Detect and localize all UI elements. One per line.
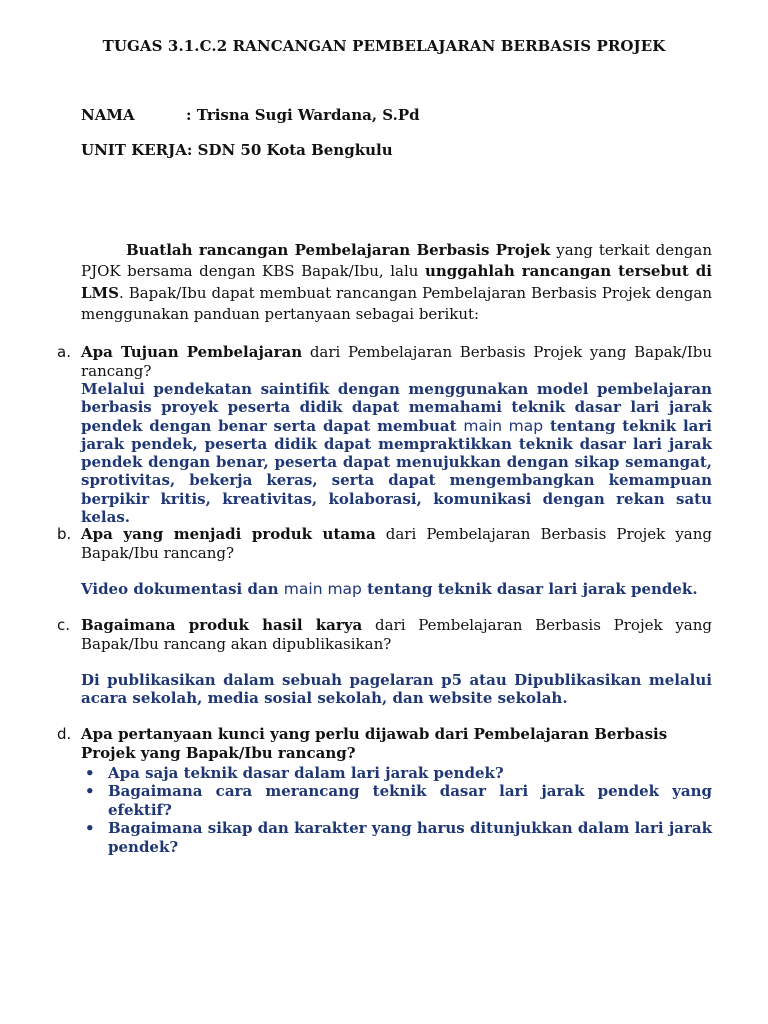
question-c-letter: c. bbox=[57, 616, 71, 634]
list-item-text: Bagaimana sikap dan karakter yang harus ditunjukkan dalam lari jarak pendek? bbox=[108, 819, 712, 856]
question-d-letter: d. bbox=[57, 725, 72, 743]
question-b-bold: Apa yang menjadi produk utama bbox=[81, 525, 376, 543]
question-a-rest: dari Pembelajaran Berbasis Projek yang Bapak/Ibu rancang? bbox=[81, 343, 713, 380]
name-value: : Trisna Sugi Wardana, S.Pd bbox=[186, 106, 420, 124]
answer-a-post: tentang teknik lari jarak pendek, peserta didik dapat mempraktikkan teknik dasar lari jarak pendek dengan benar, peserta dapat menujukkan dengan sikap semangat, sprotivitas, bekerja keras, serta dapat mengembangkan kemampuan berpikir kritis, kreativitas, kolaborasi, komunikasi dengan rekan satu kelas. bbox=[81, 416, 712, 527]
question-a-bold: Apa Tujuan Pembelajaran bbox=[81, 343, 303, 361]
intro-text-1: yang terkait dengan PJOK bersama dengan KBS Bapak/Ibu, lalu bbox=[81, 241, 713, 281]
intro-bold-2: unggahlah rancangan tersebut di LMS bbox=[81, 262, 712, 302]
document-title: TUGAS 3.1.C.2 RANCANGAN PEMBELAJARAN BERBASIS PROJEK bbox=[102, 37, 666, 55]
answer-a-mainmap: main map bbox=[463, 416, 544, 435]
question-b-rest: dari Pembelajaran Berbasis Projek yang Bapak/Ibu rancang? bbox=[81, 525, 713, 562]
question-b bbox=[57, 525, 713, 598]
unit-label: UNIT KERJA bbox=[81, 141, 187, 159]
key-questions-list bbox=[81, 764, 712, 856]
answer-a-pre: Melalui pendekatan saintifik dengan menggunakan model pembelajaran berbasis proyek peserta didik dapat memahami teknik dasar lari jarak pendek dengan benar serta dapat membuat bbox=[81, 380, 712, 435]
question-c-bold: Bagaimana produk hasil karya bbox=[81, 616, 363, 634]
answer-a bbox=[81, 380, 712, 526]
question-c bbox=[57, 616, 712, 708]
list-item bbox=[81, 819, 712, 856]
question-d bbox=[57, 725, 712, 856]
list-item-text: Apa saja teknik dasar dalam lari jarak pendek? bbox=[108, 764, 504, 782]
answer-c: Di publikasikan dalam sebuah pagelaran p5 atau Dipublikasikan melalui acara sekolah, media sosial sekolah, dan website sekolah. bbox=[81, 671, 712, 708]
answer-b-post: tentang teknik dasar lari jarak pendek. bbox=[361, 580, 698, 598]
intro-paragraph bbox=[81, 240, 712, 325]
question-b-text bbox=[81, 525, 712, 562]
name-label: NAMA bbox=[81, 106, 135, 124]
list-item-text: Bagaimana cara merancang teknik dasar lari jarak pendek yang efektif? bbox=[108, 782, 712, 819]
question-c-rest: dari Pembelajaran Berbasis Projek yang Bapak/Ibu rancang akan dipublikasikan? bbox=[81, 616, 712, 653]
bullet-icon: • bbox=[85, 764, 95, 782]
bullet-icon: • bbox=[85, 819, 95, 838]
question-d-bold: Apa pertanyaan kunci yang perlu dijawab dari Pembelajaran Berbasis Projek yang Bapak/Ibu rancang? bbox=[81, 725, 668, 762]
name-row bbox=[81, 106, 420, 124]
question-c-text bbox=[81, 616, 712, 653]
answer-b bbox=[81, 580, 712, 598]
question-a-text bbox=[81, 343, 712, 380]
list-item bbox=[81, 782, 712, 819]
unit-row bbox=[81, 141, 393, 159]
intro-text-2: . Bapak/Ibu dapat membuat rancangan Pembelajaran Berbasis Projek dengan menggunakan panduan pertanyaan sebagai berikut: bbox=[81, 283, 712, 323]
bullet-icon: • bbox=[85, 782, 95, 801]
question-a bbox=[57, 343, 713, 527]
answer-b-mainmap: main map bbox=[283, 580, 362, 598]
answer-b-pre: Video dokumentasi dan bbox=[81, 580, 284, 598]
question-a-letter: a. bbox=[57, 343, 71, 361]
question-b-letter: b. bbox=[57, 525, 72, 543]
unit-value: : SDN 50 Kota Bengkulu bbox=[186, 141, 393, 159]
intro-bold-1: Buatlah rancangan Pembelajaran Berbasis Projek bbox=[126, 241, 551, 259]
list-item bbox=[81, 764, 712, 782]
question-d-text bbox=[81, 725, 712, 762]
